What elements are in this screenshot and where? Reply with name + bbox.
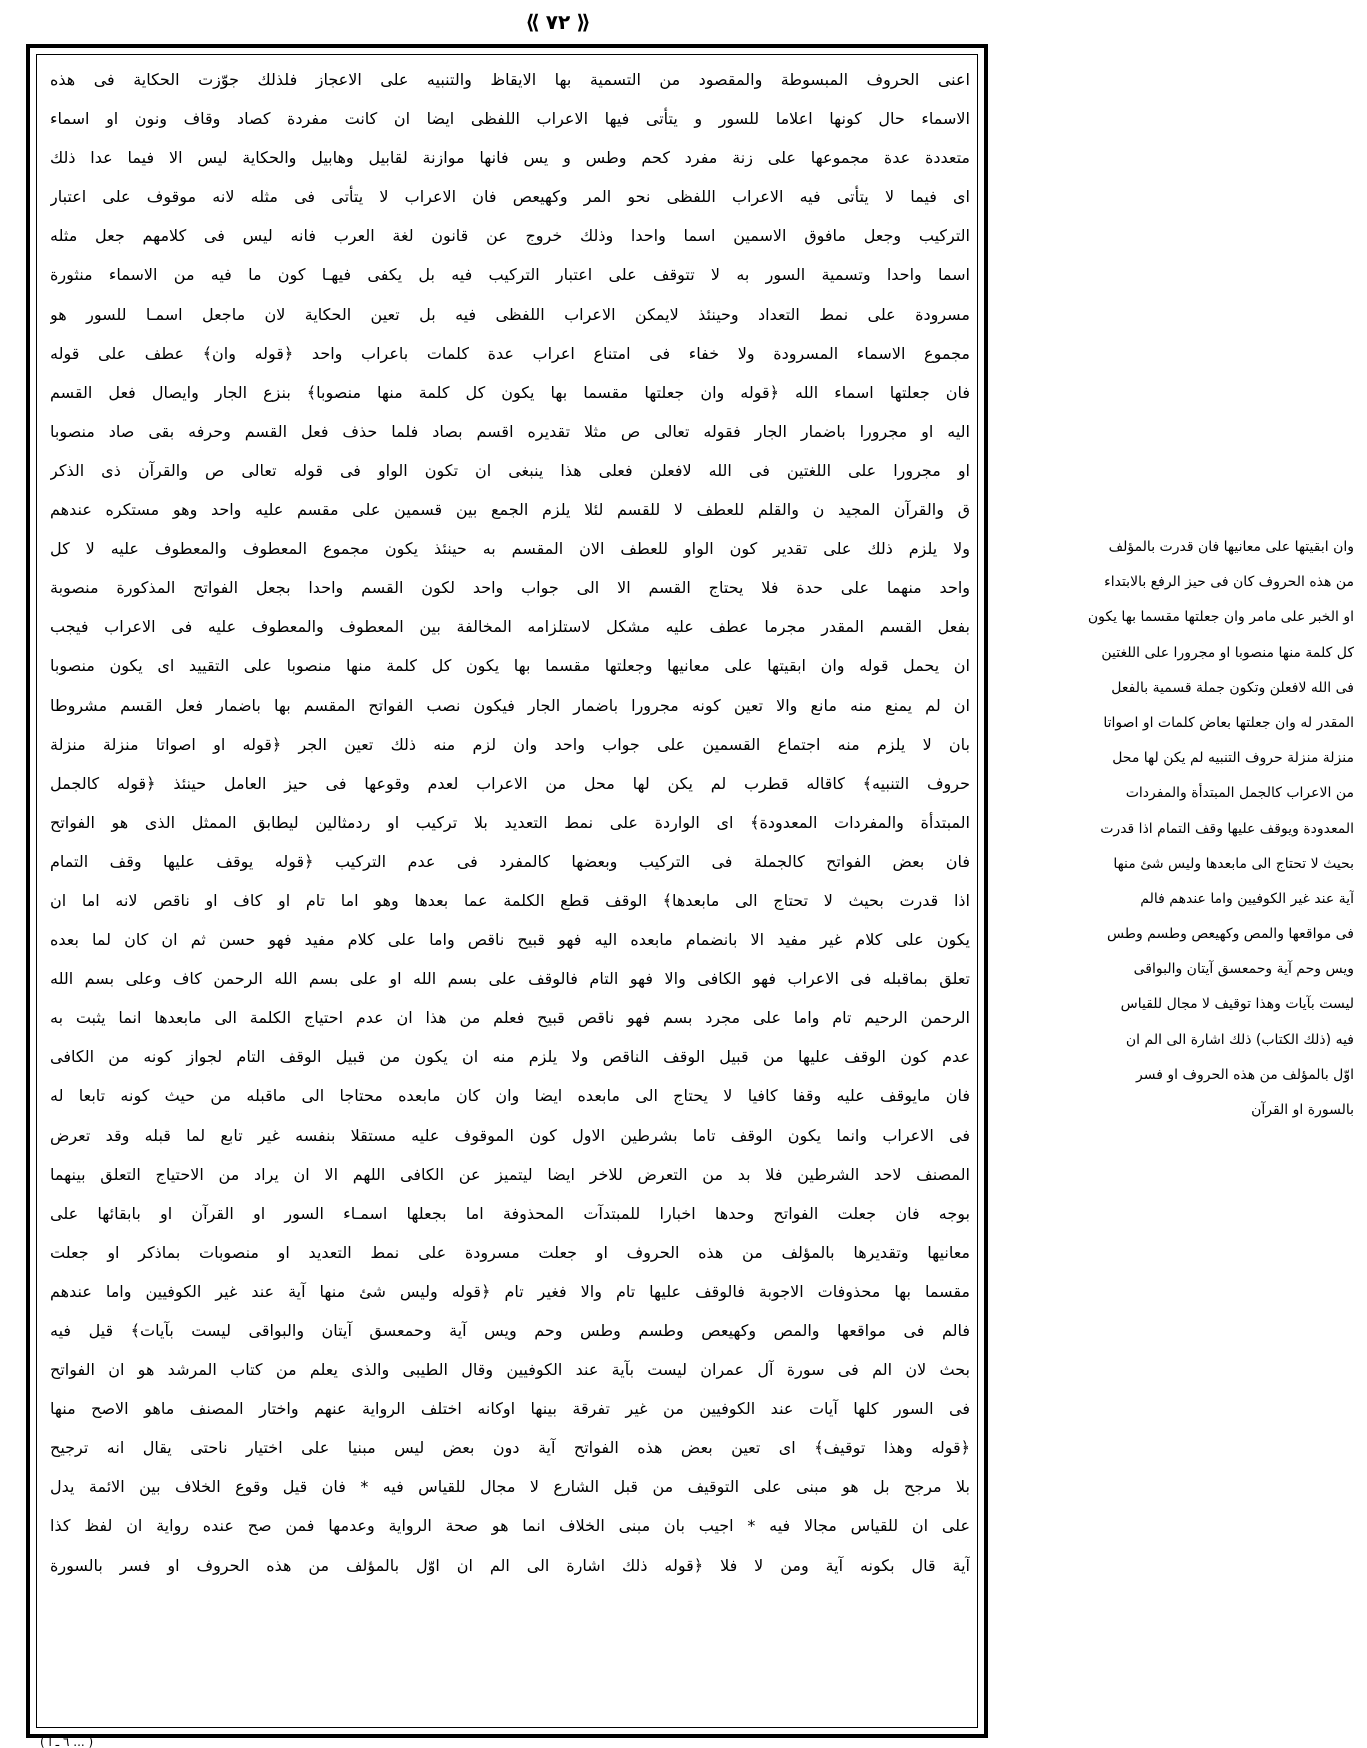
main-text-line: تعلق بماقبله فى الاعراب فهو الكافى والا فهو التام فالوقف على بسم الله او على بسم الله الرحمن كاف وعلى بسم الله	[50, 969, 970, 989]
main-text-line: فى السور كلها آيات عند الكوفيين من غير تفرقة بينها اوكانه اختلف الرواية عنهم واختار المصنف ماهو الاصح منها	[50, 1399, 970, 1419]
main-text-line: عدم كون الوقف عليها من قبيل الوقف الناقص ولا يلزم منه ان يكون من قبيل الوقف التام لجواز كونه من الكافى	[50, 1047, 970, 1067]
side-note-line: منزلة منزلة حروف التنبيه لم يكن لها محل	[1112, 750, 1354, 767]
main-text-line: على ان للقياس مجالا فيه * اجيب بان مبنى الخلاف انما هو صحة الرواية وعدمها فمن صح عنده رواية ان لفظ كذا	[50, 1516, 970, 1536]
ornament-left-icon: ⟪	[525, 10, 540, 34]
main-text-line: اسما واحدا وتسمية السور به لا تتوقف على اعتبار التركيب فيه بل يكفى فيهـا كون ما فيه من الاسماء منثورة	[50, 265, 970, 285]
main-text-line: حروف التنبيه﴾ كاقاله قطرب لم يكن لها محل من الاعراب لعدم وقوعها فى حيز العامل حينئذ ﴿قوله كالجمل	[50, 773, 970, 793]
main-text-line: متعددة عدة مجموعها على زنة مفرد كحم وطس و يس فانها موازنة لقابيل وهابيل والحكاية ليس الا فيما عدا ذلك	[50, 148, 970, 168]
main-text-line: اى فيما لا يتأتى فيه الاعراب اللفظى نحو المر وكهيعص فان الاعراب لا يتأتى فى مثله لانه موقوف على اعتبار	[50, 187, 970, 207]
main-text-line: ان لم يمنع منه مانع والا تعين كونه مجرورا باضمار الجار فيكون نصب الفواتح المقسم بها باضمار فعل القسم مشروطا	[50, 695, 970, 715]
main-text-line: يكون على كلام غير مفيد الا بانضمام مابعده اليه فهو قبيح ناقص واما على كلام مفيد فهو حسن ثم ان كان لما بعده	[50, 930, 970, 950]
side-note-line: كل كلمة منها منصوبا او مجرورا على اللغتين	[1101, 644, 1354, 661]
main-text-line: مقسما بها محذوفات الاجوبة فالوقف عليها تام والا فغير تام ﴿قوله وليس شئ منها آية عند غير الكوفيين واما عندهم	[50, 1281, 970, 1301]
side-note-line: اوّل بالمؤلف من هذه الحروف او فسر	[1135, 1066, 1354, 1083]
main-text-line: بلا مرجح بل هو مبنى على التوقيف من قبل الشارع لا مجال للقياس فيه * فان قيل وقوع الخلاف بين الائمة يدل	[50, 1477, 970, 1497]
main-text-line: المصنف لاحد الشرطين فلا بد من التعرض للاخر ايضا ليتميز عن الكافى اللهم الا ان يراد من الاحتياج التعلق بينهما	[50, 1164, 970, 1184]
side-note-line: المعدودة ويوقف عليها وقف التمام اذا قدرت	[1100, 820, 1354, 837]
main-text-line: بحث لان الم فى سورة آل عمران ليست بآية عند الكوفيين وقال الطيبى والذى يعلم من كتاب المرشد هو ان الفواتح	[50, 1360, 970, 1380]
side-note-line: المقدر له وان جعلتها بعاض كلمات او اصواتا	[1103, 714, 1354, 731]
side-note-line: فى الله لافعلن وتكون جملة قسمية بالفعل	[1111, 679, 1354, 696]
main-text-line: ان يحمل قوله وان ابقيتها على معانيها وجعلتها مقسما بها يكون كل كلمة منها منصوبا على التقييد اى يكون منصوبا	[50, 656, 970, 676]
side-note-line: ويس وحم آية وحمعسق آيتان والبواقى	[1133, 961, 1354, 978]
side-note-line: ليست بآيات وهذا توقيف لا مجال للقياس	[1120, 996, 1354, 1013]
main-text-line: فان جعلتها اسماء الله ﴿قوله وان جعلتها مقسما بها يكون كل كلمة منها منصوبا﴾ بنزع الجار وايصال فعل القسم	[50, 382, 970, 402]
side-note-line: وان ابقيتها على معانيها فان قدرت بالمؤلف	[1108, 539, 1354, 555]
main-text-line: بفعل القسم المقدر مجرما عطف عليه مشكل لاستلزامه المخالفة بين المعطوف والمعطوف عليه فى الاعراب فيجب	[50, 617, 970, 637]
side-note-text	[1014, 530, 1354, 1130]
side-note-line: فيه (ذلك الكتاب) ذلك اشارة الى الم ان	[1125, 1031, 1354, 1048]
main-text-line: التركيب وجعل مافوق الاسمين اسما واحدا وذلك خروج عن قانون لغة العرب فانه ليس فى كلامهم جعل مثله	[50, 226, 970, 246]
side-note-line: آية عند غير الكوفيين واما عندهم فالم	[1140, 890, 1354, 907]
main-text-line: او مجرورا على اللغتين فى الله لافعلن فعلى هذا ينبغى ان تكون الواو فى قوله تعالى ص والقرآن ذى الذكر	[50, 460, 970, 480]
main-text-line: مسرودة على نمط التعداد وحينئذ لايمكن الاعراب اللفظى فيه بل تعين الحكاية لان ماجعل اسمـا للسور هو	[50, 304, 970, 324]
main-text-line: اذا قدرت بحيث لا تحتاج الى مابعدها﴾ الوقف قطع الكلمة عما بعدها وهو اما تام او كاف او ناقص لانه اما ان	[50, 890, 970, 910]
side-note-line: من الاعراب كالجمل المبتدأة والمفردات	[1125, 785, 1354, 802]
main-text-line: فى الاعراب وانما يكون الوقف تاما بشرطين الاول كون الموقوف عليه مستقلا بنفسه غير تابع لما قبله وقد تعرض	[50, 1125, 970, 1145]
side-note-line: من هذه الحروف كان فى حيز الرفع بالابتداء	[1104, 574, 1354, 591]
main-commentary-text	[50, 60, 970, 1720]
main-text-line: آية قال بكونه آية ومن لا فلا ﴿قوله ذلك اشارة الى الم ان اوّل بالمؤلف من هذه الحروف او فسر بالسورة	[50, 1555, 970, 1575]
main-text-line: ﴿قوله وهذا توقيف﴾ اى تعين بعض هذه الفواتح آية دون بعض ليس مبنيا على اختيار ناحتى يقال انه ترجيح	[50, 1438, 970, 1458]
page-number-text: ٧٢	[545, 10, 571, 34]
main-text-line: معانيها وتقديرها بالمؤلف من هذه الحروف او جعلت مسرودة على نمط التعديد او منصوبات بماذكر او جعلت	[50, 1242, 970, 1262]
main-text-line: ولا يلزم ذلك على تقدير كون الواو للعطف الان المقسم به حينئذ يكون مجموع المعطوف والمعطوف عليه لا كل	[50, 539, 970, 559]
side-note-line: بحيث لا تحتاج الى مابعدها وليس شئ منها	[1113, 855, 1354, 872]
main-text-line: اعنى الحروف المبسوطة والمقصود من التسمية بها الايقاظ والتنبيه على الاعجاز فلذلك جوّزت الحكاية فى هذه	[50, 70, 970, 89]
main-text-line: اليه او مجرورا باضمار الجار فقوله تعالى ص مثلا تقديره اقسم بصاد فلما حذف فعل القسم وحرفه بقى صاد منصوبا	[50, 421, 970, 441]
main-text-line: ق والقرآن المجيد ن والقلم للعطف لا للقسم لئلا يلزم الجمع بين قسمين على مقسم عليه واحد وهو مستكره عندهم	[50, 500, 970, 520]
ornament-right-icon: ⟫	[576, 10, 591, 34]
main-text-line: بوجه فان جعلت الفواتح وحدها اخبارا للمبتدآت المحذوفة اما بجعلها اسمـاء السور او القرآن او بابقائها على	[50, 1203, 970, 1223]
main-text-line: فان مايوقف عليه وقفا كافيا لا يحتاج الى مابعده ايضا وان كان مابعده محتاجا الى ماقبله من حيث كونه تابعا له	[50, 1086, 970, 1106]
main-text-line: مجموع الاسماء المسرودة ولا خفاء فى امتناع اعراب عدة كلمات باعراب واحد ﴿قوله وان﴾ عطف على قوله	[50, 343, 970, 363]
main-text-line: الاسماء حال كونها اعلاما للسور و يتأتى فيها الاعراب اللفظى ايضا ان كانت مفردة كصاد وقاف ونون او اسماء	[50, 109, 970, 129]
page-number	[488, 6, 628, 38]
main-text-line: فان بعض الفواتح كالجملة فى التركيب وبعضها كالمفرد فى عدم التركيب ﴿قوله يوقف عليها وقف التمام	[50, 851, 970, 871]
side-note-line: او الخبر على مامر وان جعلتها مقسما بها يكون	[1087, 609, 1354, 626]
main-text-line: واحد منهما على حدة فلا يحتاج القسم الا الى جواب واحد لكون القسم واحدا بجعل الفواتح المذكورة منصوبة	[50, 578, 970, 598]
side-note-line: فى مواقعها والمص وكهيعص وطسم وطس	[1106, 926, 1354, 943]
main-text-line: المبتدأة والمفردات المعدودة﴾ اى الواردة على نمط التعديد بلا تركيب او ردمثالين ليطابق الممثل الذى هو الفواتح	[50, 812, 970, 832]
main-text-line: بان لا يلزم منه اجتماع القسمين على جواب واحد وان لزم منه ذلك تعين الجر ﴿قوله او اصواتا منزلة منزلة	[50, 734, 970, 754]
side-note-line: بالسورة او القرآن	[1251, 1102, 1354, 1118]
main-text-line: الرحمن الرحيم تام واما على مجرد بسم فهو ناقص قبيح فعلم من هذا ان عدم احتياج الكلمة الى مابعدها انما يثبت به	[50, 1008, 970, 1028]
footer-fragment: ( ٦ ـ آ ... )	[40, 1736, 94, 1748]
main-text-line: فالم فى مواقعها والمص وكهيعص وطسم وطس وحم ويس آية وحمعسق آيتان والبواقى ليست بآيات﴾ قيل فيه	[50, 1321, 970, 1340]
